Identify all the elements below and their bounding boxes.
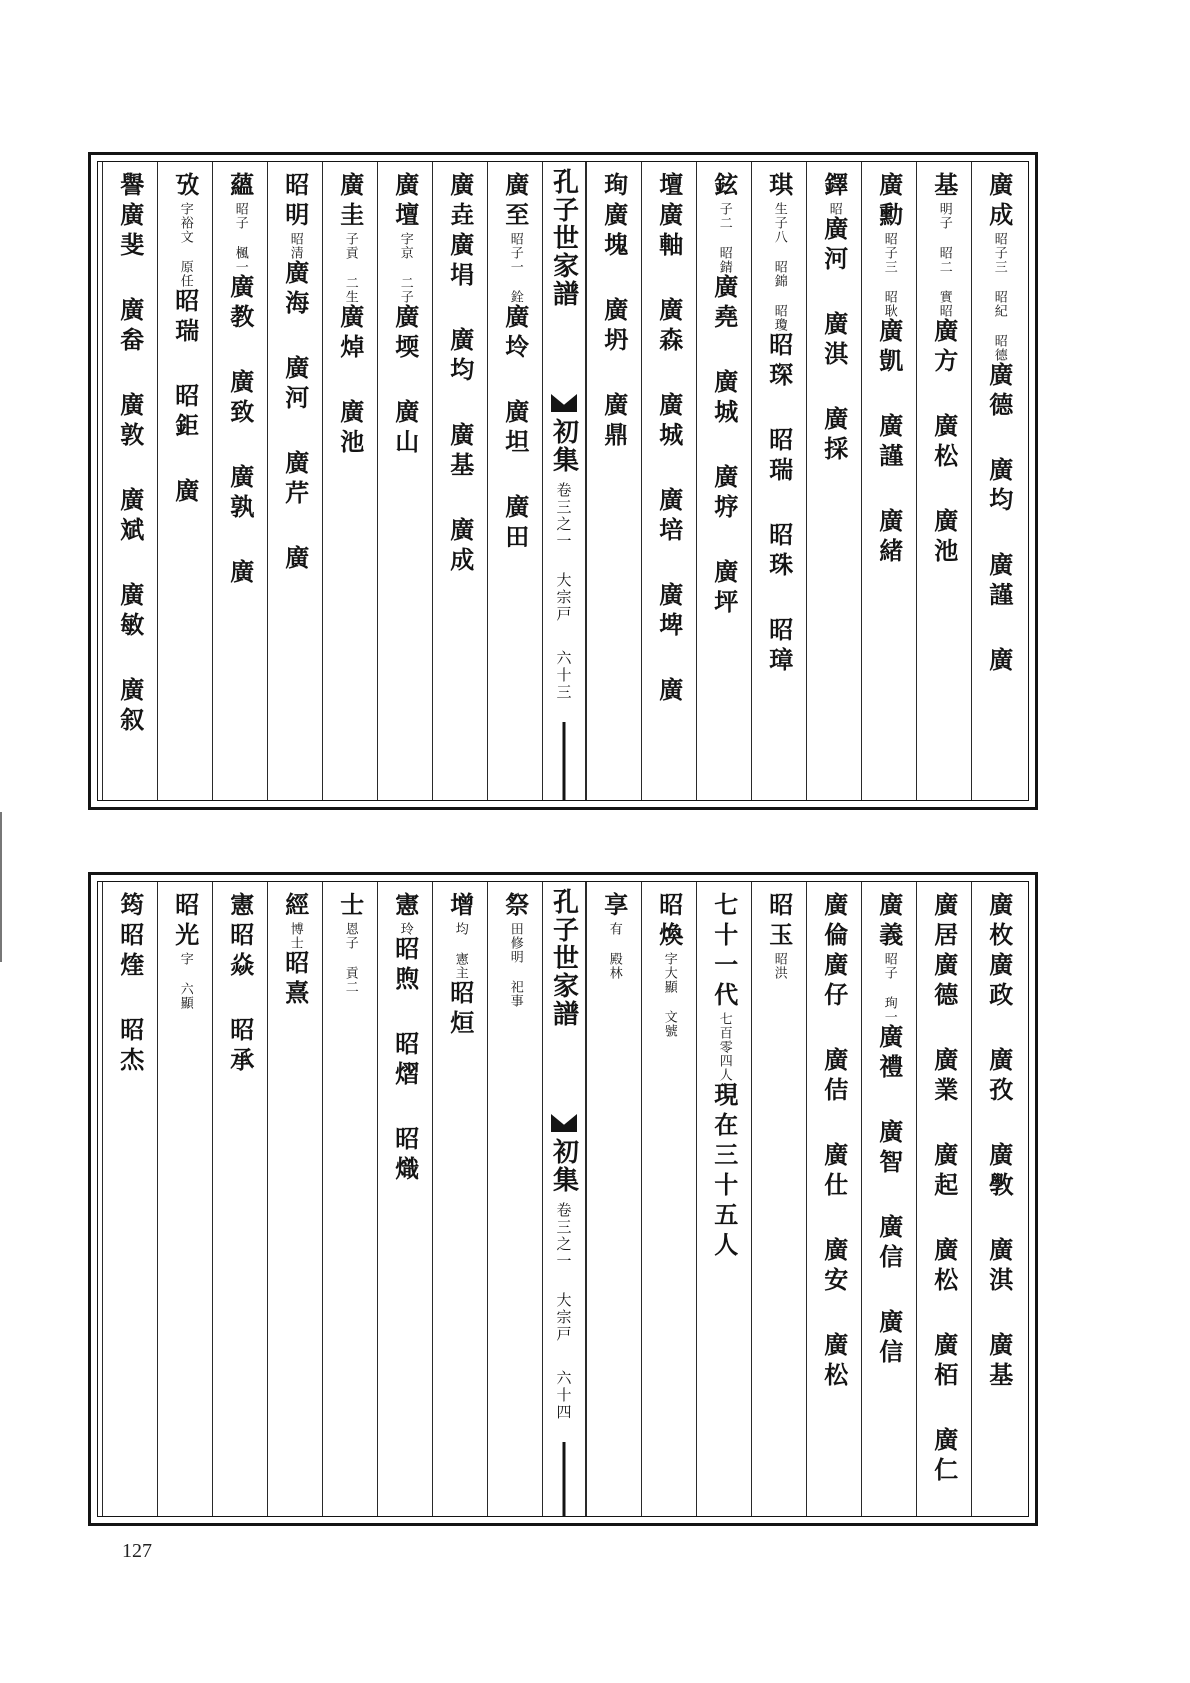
bottom_page-left-entry-note: 均 憲主 <box>452 922 468 980</box>
bottom_page-right-entry-rest: 廣政 廣孜 廣斆 廣淇 廣基 <box>984 952 1014 1392</box>
top_page-left-entry-main: 廣圭 <box>335 172 365 232</box>
bottom_page-right-entry-main: 享 <box>599 892 629 922</box>
top_page-left-entry-note: 字京 二子 <box>397 232 413 304</box>
top_page-left-entry-note: 昭子一 銓 <box>507 232 523 304</box>
bottom-spine-rule <box>563 1442 566 1516</box>
top_page-right-column <box>806 162 861 800</box>
top_page-left-entry-note: 昭清 <box>287 232 303 260</box>
top_page-right-entry-rest: 廣河 廣淇 廣採 <box>819 216 849 466</box>
bottom-spine-fishtail-icon <box>551 1114 577 1132</box>
top_page-left-entry-main: 廣至 <box>500 172 530 232</box>
top_page-right-column-text <box>820 172 848 466</box>
top-page-inner-border <box>97 161 1029 801</box>
bottom_page-right-entry-note: 字大顯 文號 <box>661 952 677 1038</box>
top_page-right-column-text <box>985 172 1013 677</box>
bottom_page-left-column <box>322 882 377 1516</box>
bottom_page-right-entry-main: 廣倫 <box>819 892 849 952</box>
bottom_page-left-column-text <box>171 892 199 1010</box>
bottom-page-inner-border <box>97 881 1029 1517</box>
bottom_page-left-entry-main: 祭 <box>500 892 530 922</box>
bottom_page-left-entry-rest: 昭煦 昭熠 昭熾 <box>390 936 420 1186</box>
bottom_page-left-entry-main: 憲 <box>225 892 255 922</box>
top_page-right-column-text <box>930 172 958 568</box>
bottom_page-left-entry-note: 恩子 貢二 <box>342 922 358 994</box>
bottom_page-right-column <box>641 882 696 1516</box>
bottom-spine-section: 卷三之一 <box>554 1202 573 1270</box>
top_page-right-entry-rest: 廣塊 廣坍 廣鼎 <box>599 202 629 452</box>
bottom_page-right-column <box>971 882 1026 1516</box>
top_page-right-entry-rest: 昭琛 昭瑞 昭珠 昭璋 <box>764 332 794 677</box>
top-spine-house: 大宗戸 <box>554 572 573 623</box>
bottom_page-left-column <box>267 882 322 1516</box>
top_page-left-column <box>487 162 542 800</box>
top_page-left-column-text <box>501 172 529 554</box>
top-spine-fishtail-icon <box>551 394 577 412</box>
bottom_page-right-entry-note: 昭子 珣一 <box>881 952 897 1024</box>
top_page-left-entry-rest: 廣海 廣河 廣芹 廣 <box>280 260 310 575</box>
bottom-spine-volume: 初集 <box>548 1138 579 1194</box>
bottom_page-right-entry-rest: 廣仔 廣佶 廣仕 廣安 廣松 <box>819 952 849 1392</box>
bottom_page-left-entry-main: 增 <box>445 892 475 922</box>
bottom_page-left-column <box>102 882 157 1516</box>
top_page-left-entry-note: 字裕文 原任 <box>177 202 193 288</box>
top_page-left-entry-rest: 昭瑞 昭鉅 廣 <box>170 288 200 508</box>
top_page-left-column-text <box>116 172 144 737</box>
top_page-left-column <box>377 162 432 800</box>
bottom_page-left-entry-note: 博士 <box>287 922 303 950</box>
top_page-right-entry-note: 昭子三 昭耿 <box>881 232 897 318</box>
bottom_page-left-entry-main: 經 <box>280 892 310 922</box>
bottom_page-right-entry-main: 昭玉 <box>764 892 794 952</box>
bottom_page-right-column <box>751 882 806 1516</box>
top_page-right-column <box>751 162 806 800</box>
bottom_page-right-entry-main: 七十一代 <box>709 892 739 1012</box>
top_page-right-column-text <box>710 172 738 619</box>
top_page-right-entry-note: 昭 <box>826 202 842 216</box>
bottom_page-left-entry-main: 憲 <box>390 892 420 922</box>
top-spine-leaf: 六十三 <box>554 650 573 701</box>
bottom_page-right-entry-rest: 廣禮 廣智 廣信 廣信 <box>874 1024 904 1369</box>
top-page-columns <box>98 162 1028 800</box>
top_page-right-column <box>916 162 971 800</box>
margin-tick <box>0 812 2 962</box>
bottom_page-right-column-text <box>600 892 628 980</box>
top_page-right-column <box>861 162 916 800</box>
bottom_page-left-entry-main: 士 <box>335 892 365 922</box>
bottom_page-right-entry-rest: 現在三十五人 <box>709 1082 739 1262</box>
bottom_page-left-column-text <box>336 892 364 994</box>
top_page-right-column <box>971 162 1026 800</box>
bottom_page-right-column-text <box>765 892 793 980</box>
top_page-right-entry-main: 珣 <box>599 172 629 202</box>
top_page-right-entry-main: 琪 <box>764 172 794 202</box>
top_page-left-column <box>322 162 377 800</box>
bottom_page-right-entry-main: 廣義 <box>874 892 904 952</box>
bottom_page-right-column-text <box>820 892 848 1392</box>
bottom_page-right-entry-main: 廣居 <box>929 892 959 952</box>
bottom_page-right-entry-note: 七百零四人 <box>716 1012 732 1082</box>
top_page-left-entry-rest: 廣埍 廣均 廣基 廣成 <box>445 232 475 577</box>
top_page-right-entry-main: 廣成 <box>984 172 1014 232</box>
bottom_page-left-column <box>212 882 267 1516</box>
top_page-right-column <box>696 162 751 800</box>
bottom_page-left-entry-rest: 昭烜 <box>445 980 475 1040</box>
bottom_page-right-column <box>861 882 916 1516</box>
top-page-frame <box>88 152 1038 810</box>
top-page-spine <box>542 162 586 800</box>
top_page-right-entry-main: 鉉 <box>709 172 739 202</box>
top-spine-title: 孔子世家譜 <box>548 168 579 308</box>
top_page-right-entry-rest: 廣凱 廣謹 廣緒 <box>874 318 904 568</box>
bottom_page-left-entry-rest: 昭焱 昭承 <box>225 922 255 1077</box>
top_page-right-column-text <box>655 172 683 707</box>
top_page-left-entry-rest: 廣堧 廣山 <box>390 304 420 459</box>
top_page-right-entry-main: 鐸 <box>819 172 849 202</box>
top_page-right-entry-main: 基 <box>929 172 959 202</box>
bottom_page-right-entry-rest: 廣德 廣業 廣起 廣松 廣栢 廣仁 <box>929 952 959 1487</box>
bottom_page-right-column-text <box>875 892 903 1369</box>
bottom_page-left-column-text <box>226 892 254 1077</box>
bottom_page-left-column <box>377 882 432 1516</box>
bottom_page-left-column-text <box>446 892 474 1040</box>
bottom_page-right-column-text <box>930 892 958 1487</box>
top_page-left-column-text <box>391 172 419 459</box>
bottom_page-left-column <box>432 882 487 1516</box>
bottom_page-right-column-text <box>710 892 738 1262</box>
bottom_page-left-column-text <box>116 892 144 1077</box>
bottom_page-right-entry-note: 有 殿林 <box>606 922 622 980</box>
top_page-right-entry-rest: 廣德 廣均 廣謹 廣 <box>984 362 1014 677</box>
bottom_page-left-column-text <box>391 892 419 1186</box>
top_page-right-entry-rest: 廣軸 廣森 廣城 廣培 廣埤 廣 <box>654 202 684 707</box>
top_page-left-entry-main: 廣壇 <box>390 172 420 232</box>
bottom_page-left-entry-note: 田修明 祀事 <box>507 922 523 1008</box>
bottom-spine-house: 大宗戸 <box>554 1292 573 1343</box>
bottom_page-right-entry-main: 昭煥 <box>654 892 684 952</box>
top_page-right-entry-note: 明子 昭二 實昭 <box>936 202 952 318</box>
top_page-right-entry-rest: 廣堯 廣城 廣垿 廣坪 <box>709 274 739 619</box>
bottom_page-left-column <box>157 882 212 1516</box>
top_page-left-entry-main: 廣垚 <box>445 172 475 232</box>
top_page-left-entry-rest: 廣教 廣致 廣孰 廣 <box>225 274 255 589</box>
bottom_page-left-entry-rest: 昭煃 昭杰 <box>115 922 145 1077</box>
top-spine-volume: 初集 <box>548 418 579 474</box>
bottom_page-right-column <box>916 882 971 1516</box>
top_page-left-entry-note: 子貢 二生 <box>342 232 358 304</box>
bottom-spine-leaf: 六十四 <box>554 1370 573 1421</box>
top_page-left-column <box>157 162 212 800</box>
bottom_page-right-column-text <box>655 892 683 1038</box>
bottom-page-spine <box>542 882 586 1516</box>
bottom_page-left-entry-main: 昭光 <box>170 892 200 952</box>
top_page-right-entry-note: 昭子三 昭紀 昭德 <box>991 232 1007 362</box>
page-number: 127 <box>122 1540 152 1562</box>
bottom_page-right-entry-note: 昭洪 <box>771 952 787 980</box>
top-spine-section: 卷三之一 <box>554 482 573 550</box>
bottom-page-frame <box>88 872 1038 1526</box>
top_page-left-entry-rest: 廣坽 廣坦 廣田 <box>500 304 530 554</box>
bottom-page-columns <box>98 882 1028 1516</box>
bottom_page-right-entry-main: 廣枚 <box>984 892 1014 952</box>
bottom_page-right-column <box>696 882 751 1516</box>
top_page-right-entry-main: 廣勳 <box>874 172 904 232</box>
top_page-right-entry-note: 生子八 昭錦 昭瓊 <box>771 202 787 332</box>
bottom_page-left-column-text <box>281 892 309 1010</box>
top_page-right-entry-main: 壇 <box>654 172 684 202</box>
top_page-left-column <box>432 162 487 800</box>
top_page-right-column <box>641 162 696 800</box>
bottom_page-left-column <box>487 882 542 1516</box>
top_page-right-entry-rest: 廣方 廣松 廣池 <box>929 318 959 568</box>
top_page-left-entry-main: 昭明 <box>280 172 310 232</box>
top-spine-rule <box>563 722 566 800</box>
top_page-left-column-text <box>171 172 199 508</box>
bottom_page-right-column <box>586 882 641 1516</box>
top_page-right-column-text <box>600 172 628 452</box>
bottom_page-left-entry-main: 筠 <box>115 892 145 922</box>
bottom_page-right-column-text <box>985 892 1013 1392</box>
top_page-left-column <box>212 162 267 800</box>
bottom_page-left-column-text <box>501 892 529 1008</box>
top_page-right-column-text <box>765 172 793 677</box>
top_page-left-column-text <box>281 172 309 575</box>
top_page-right-column-text <box>875 172 903 568</box>
top_page-right-entry-note: 子二 昭錆 <box>716 202 732 274</box>
top_page-left-column-text <box>336 172 364 459</box>
top_page-left-entry-rest: 廣斐 廣畚 廣敦 廣斌 廣敏 廣叙 <box>115 202 145 737</box>
bottom_page-left-entry-note: 玲 <box>397 922 413 936</box>
top_page-left-column <box>267 162 322 800</box>
bottom_page-right-column <box>806 882 861 1516</box>
top_page-left-column-text <box>446 172 474 577</box>
top_page-left-entry-rest: 廣焯 廣池 <box>335 304 365 459</box>
top_page-left-entry-note: 昭子 楓一 <box>232 202 248 274</box>
top_page-left-entry-main: 蘊 <box>225 172 255 202</box>
top_page-right-column <box>586 162 641 800</box>
bottom-spine-title: 孔子世家譜 <box>548 888 579 1028</box>
bottom_page-left-entry-note: 字 六顯 <box>177 952 193 1010</box>
top_page-left-entry-main: 譽 <box>115 172 145 202</box>
top_page-left-entry-main: 攷 <box>170 172 200 202</box>
bottom_page-left-entry-rest: 昭熹 <box>280 950 310 1010</box>
top_page-left-column-text <box>226 172 254 589</box>
top_page-left-column <box>102 162 157 800</box>
